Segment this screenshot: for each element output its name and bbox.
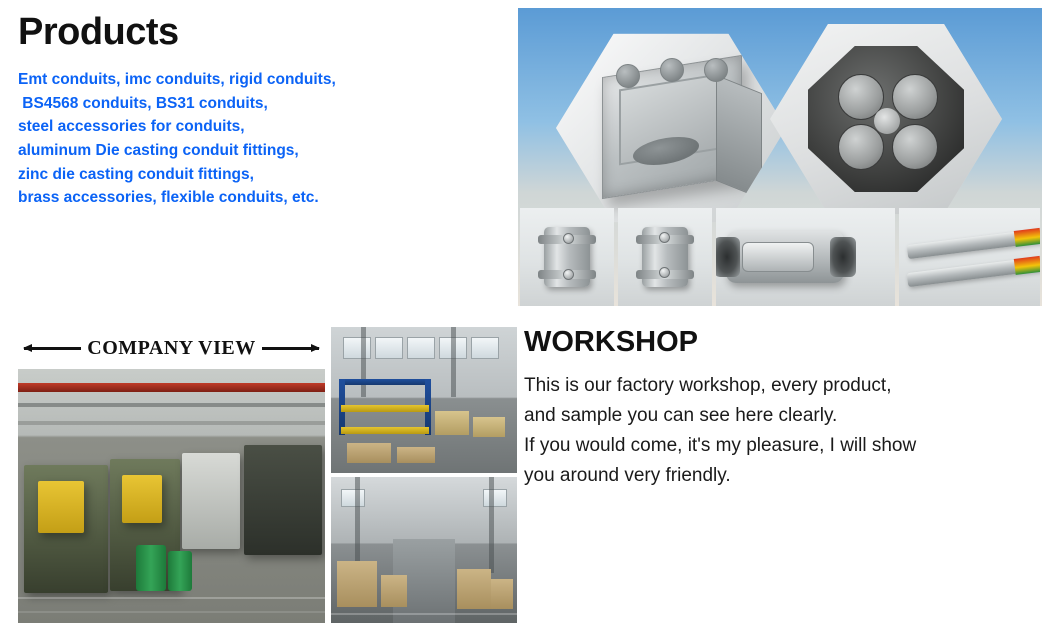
- machine-panel: [122, 475, 162, 523]
- roof-beam: [18, 421, 325, 425]
- oil-barrel: [168, 551, 192, 591]
- box-stack: [381, 575, 407, 607]
- lb-cover-plate: [742, 242, 814, 272]
- window: [375, 337, 403, 359]
- workshop-body-line: you around very friendly.: [524, 465, 731, 487]
- pallet-goods: [473, 417, 505, 437]
- floor-line: [18, 611, 325, 613]
- nipple-label: [1014, 228, 1040, 247]
- products-list-line: brass accessories, flexible conduits, etc.: [18, 189, 319, 207]
- support-beam: [361, 327, 366, 397]
- workshop-body-line: and sample you can see here clearly.: [524, 405, 838, 427]
- conduit-nipples: [899, 208, 1040, 306]
- window: [483, 489, 507, 507]
- support-beam: [451, 327, 456, 397]
- machine-unit: [244, 445, 322, 555]
- pallet-goods: [435, 411, 469, 435]
- window: [341, 489, 365, 507]
- support-beam: [489, 477, 494, 573]
- floor-line: [331, 613, 517, 615]
- knockout-hole: [892, 124, 938, 170]
- products-list-line: BS4568 conduits, BS31 conduits,: [18, 94, 268, 112]
- machine-unit: [182, 453, 240, 549]
- window: [343, 337, 371, 359]
- company-view-banner: [18, 327, 325, 369]
- products-section: [18, 12, 488, 210]
- product-collage-image: [518, 8, 1042, 306]
- factory-floor-scene: [18, 369, 325, 623]
- workshop-title: WORKSHOP: [524, 326, 698, 358]
- workshop-section: [524, 326, 1034, 491]
- roof-beam: [18, 403, 325, 407]
- octagon-junction-box: [808, 46, 964, 192]
- floor-line: [18, 597, 325, 599]
- crane-rail: [18, 383, 325, 392]
- emt-coupling-left: [520, 208, 614, 306]
- box-stack: [347, 443, 391, 463]
- workshop-lower-image: [331, 477, 517, 623]
- fittings-strip: [518, 208, 1042, 306]
- square-junction-box-side: [716, 75, 762, 200]
- rack-rail: [339, 379, 431, 385]
- workshop-upper-image: [331, 327, 517, 473]
- products-list-line: Emt conduits, imc conduits, rigid conduits,: [18, 70, 336, 88]
- workshop-body-line: If you would come, it's my pleasure, I will show: [524, 435, 917, 457]
- company-view-title: COMPANY VIEW: [87, 336, 256, 359]
- products-list: [18, 68, 488, 210]
- conduit-nipple: [907, 255, 1040, 287]
- set-screw: [659, 232, 670, 243]
- lb-conduit-body: [716, 208, 895, 306]
- center-knockout: [874, 108, 900, 134]
- workshop-body-line: This is our factory workshop, every product,: [524, 375, 892, 396]
- box-stack: [457, 569, 491, 609]
- window: [471, 337, 499, 359]
- support-beam: [355, 477, 360, 573]
- workshop-body: [524, 371, 1034, 491]
- octagon-junction-box-hex: [770, 20, 1002, 218]
- oil-barrel: [136, 545, 166, 591]
- banner-arrow-right-icon: [262, 347, 319, 350]
- banner-arrow-left-icon: [24, 347, 81, 350]
- rack-shelf: [341, 405, 429, 412]
- emt-coupling-right: [618, 208, 712, 306]
- box-stack: [397, 447, 435, 463]
- knockout-hole: [704, 58, 728, 82]
- company-view-image: [18, 327, 325, 623]
- conduit-nipple: [907, 227, 1040, 259]
- set-screw: [563, 269, 574, 280]
- knockout-hole: [660, 58, 684, 82]
- box-stack: [337, 561, 377, 607]
- products-list-line: aluminum Die casting conduit fittings,: [18, 141, 299, 159]
- products-list-line: zinc die casting conduit fittings,: [18, 165, 254, 183]
- page-title: Products: [18, 11, 179, 53]
- square-junction-box-hex: [556, 30, 786, 226]
- nipple-label: [1014, 256, 1040, 275]
- window: [407, 337, 435, 359]
- box-stack: [491, 579, 513, 609]
- knockout-hole: [892, 74, 938, 120]
- machine-panel: [38, 481, 84, 533]
- products-list-line: steel accessories for conduits,: [18, 118, 245, 136]
- knockout-hole: [616, 64, 640, 88]
- rack-shelf: [341, 427, 429, 434]
- knockout-hole: [838, 124, 884, 170]
